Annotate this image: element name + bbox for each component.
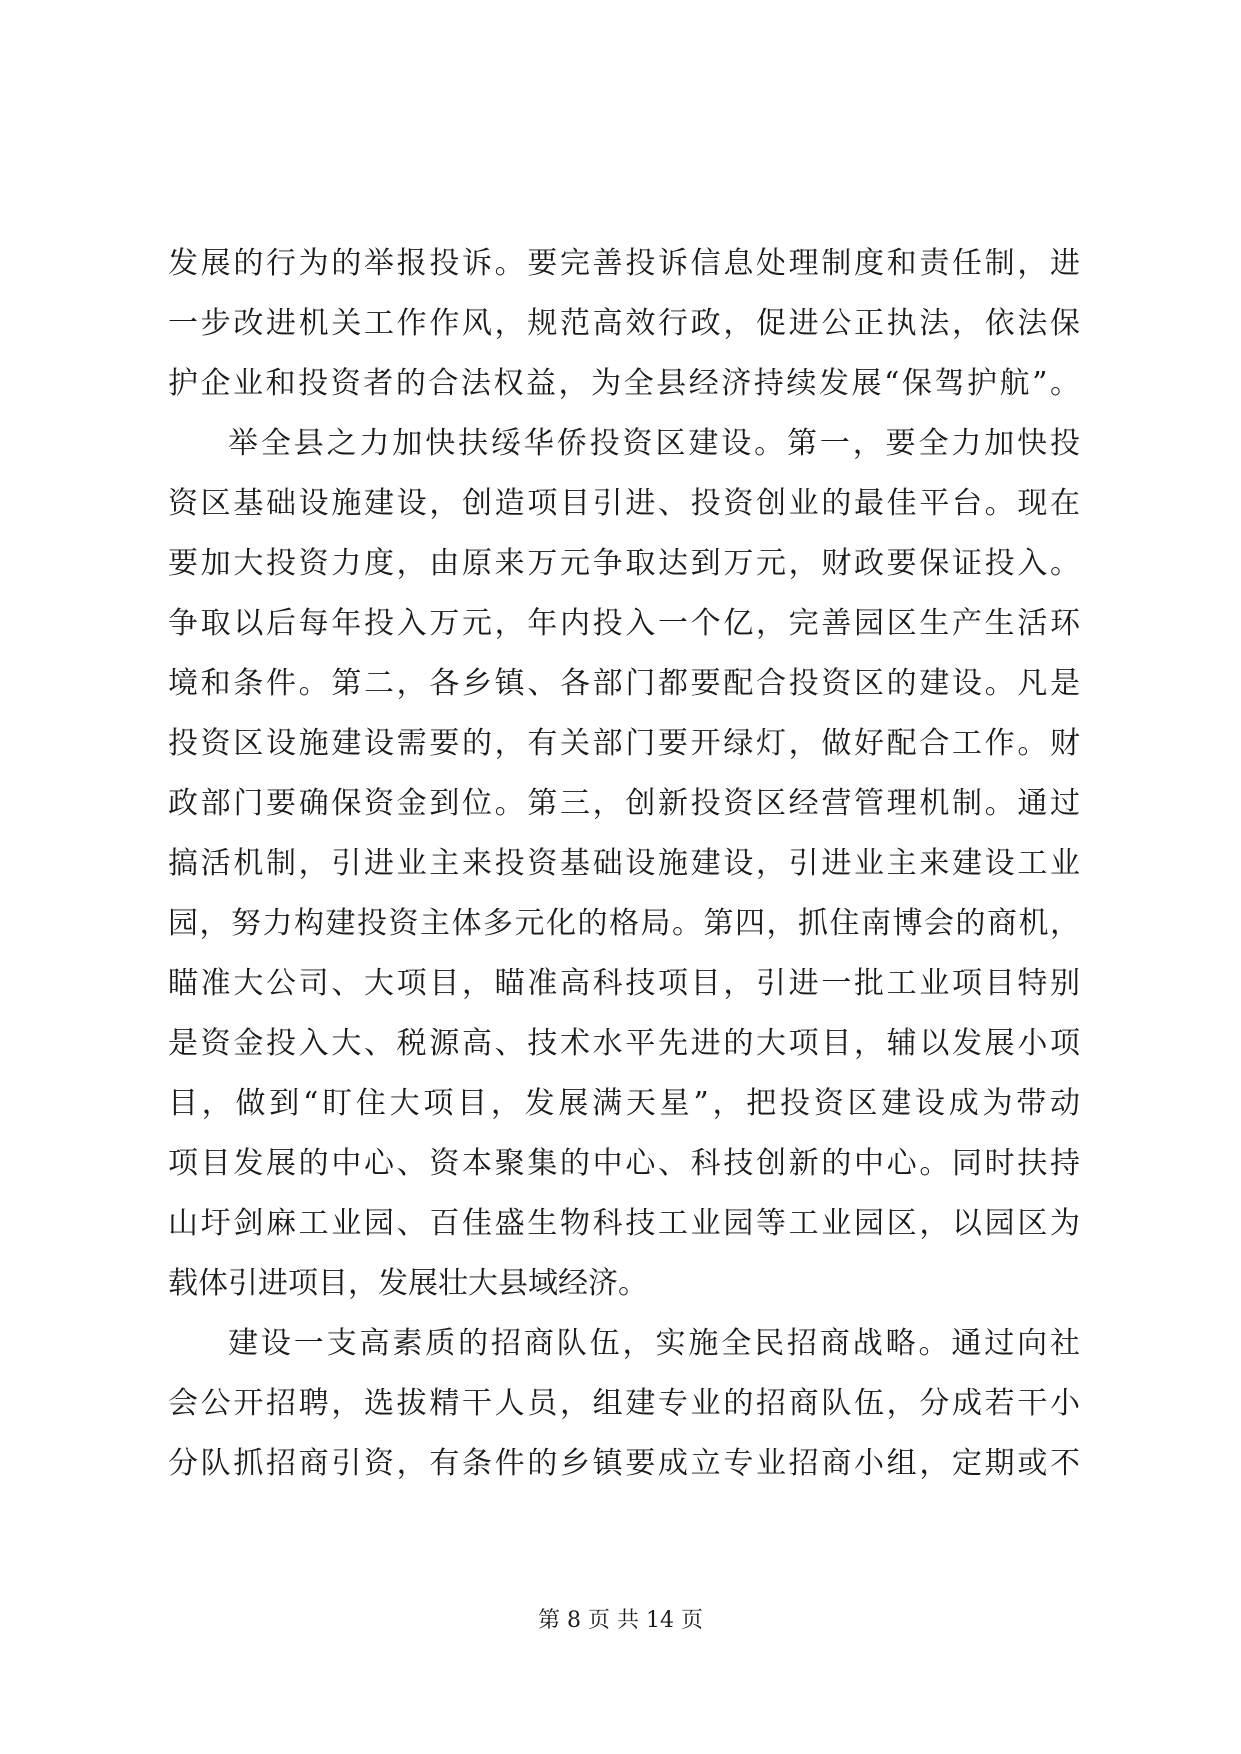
text-line: 分队抓招商引资，有条件的乡镇要成立专业招商小组，定期或不 [168, 1446, 1080, 1481]
text-line: 目，做到“盯住大项目，发展满天星”，把投资区建设成为带动 [168, 1086, 1080, 1121]
text-line: 一步改进机关工作作风，规范高效行政，促进公正执法，依法保 [168, 306, 1080, 341]
text-line: 山圩剑麻工业园、百佳盛生物科技工业园等工业园区，以园区为 [168, 1206, 1080, 1241]
text-line: 是资金投入大、税源高、技术水平先进的大项目，辅以发展小项 [168, 1026, 1080, 1061]
text-line: 境和条件。第二，各乡镇、各部门都要配合投资区的建设。凡是 [168, 666, 1080, 701]
paragraph-2 [168, 414, 1080, 1314]
text-line: 举全县之力加快扶绥华侨投资区建设。第一，要全力加快投 [228, 426, 1080, 461]
text-line: 项目发展的中心、资本聚集的中心、科技创新的中心。同时扶持 [168, 1146, 1080, 1181]
text-line: 要加大投资力度，由原来万元争取达到万元，财政要保证投入。 [168, 546, 1080, 581]
text-line: 园，努力构建投资主体多元化的格局。第四，抓住南博会的商机， [168, 906, 1080, 941]
text-line: 护企业和投资者的合法权益，为全县经济持续发展“保驾护航”。 [168, 366, 1080, 401]
text-line: 投资区设施建设需要的，有关部门要开绿灯，做好配合工作。财 [168, 726, 1080, 761]
paragraph-1 [168, 234, 1080, 414]
text-line: 资区基础设施建设，创造项目引进、投资创业的最佳平台。现在 [168, 486, 1080, 521]
text-line: 争取以后每年投入万元，年内投入一个亿，完善园区生产生活环 [168, 606, 1080, 641]
page-number-footer: 第 8 页 共 14 页 [538, 1608, 703, 1633]
text-line: 建设一支高素质的招商队伍，实施全民招商战略。通过向社 [228, 1326, 1080, 1361]
body-text [168, 234, 1080, 1494]
text-line: 搞活机制，引进业主来投资基础设施建设，引进业主来建设工业 [168, 846, 1080, 881]
text-line: 发展的行为的举报投诉。要完善投诉信息处理制度和责任制，进 [168, 246, 1080, 281]
text-line: 会公开招聘，选拔精干人员，组建专业的招商队伍，分成若干小 [168, 1386, 1080, 1421]
paragraph-3 [168, 1314, 1080, 1494]
text-line: 载体引进项目，发展壮大县域经济。 [168, 1266, 648, 1301]
text-line: 瞄准大公司、大项目，瞄准高科技项目，引进一批工业项目特别 [168, 966, 1080, 1001]
text-line: 政部门要确保资金到位。第三，创新投资区经营管理机制。通过 [168, 786, 1080, 821]
